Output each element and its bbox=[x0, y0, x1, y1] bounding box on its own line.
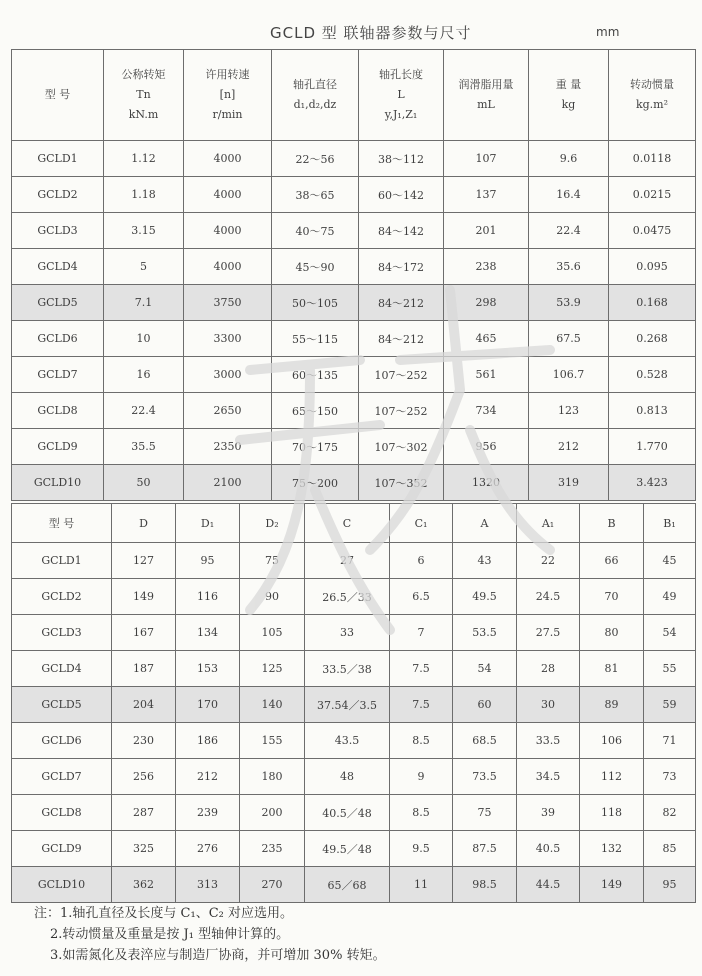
table1-cell: 734 bbox=[444, 393, 529, 429]
table2-cell: 40.5 bbox=[517, 831, 580, 867]
table2-cell: 73.5 bbox=[453, 759, 517, 795]
table1-cell: GCLD2 bbox=[12, 177, 104, 213]
table1-cell: GCLD5 bbox=[12, 285, 104, 321]
table2-cell: 43.5 bbox=[305, 723, 390, 759]
table2-cell: 362 bbox=[112, 867, 176, 903]
table2-cell: 49.5／48 bbox=[305, 831, 390, 867]
table1-cell: 1320 bbox=[444, 465, 529, 501]
table2-cell: 27 bbox=[305, 543, 390, 579]
table1-cell: 106.7 bbox=[529, 357, 609, 393]
table1-header-text: kN.m bbox=[128, 108, 159, 121]
table1-row bbox=[12, 321, 696, 357]
table1-cell: 22.4 bbox=[104, 393, 184, 429]
table2-cell: 170 bbox=[176, 687, 240, 723]
table2-cell: 6 bbox=[390, 543, 453, 579]
table2-cell: GCLD6 bbox=[12, 723, 112, 759]
table2-cell: 125 bbox=[240, 651, 305, 687]
note-3: 3.如需氮化及表淬应与制造厂协商，并可增加 30% 转矩。 bbox=[50, 948, 386, 963]
table2-cell: 48 bbox=[305, 759, 390, 795]
table1-cell: 55～115 bbox=[272, 321, 359, 357]
notes bbox=[34, 903, 386, 966]
table2-cell: 153 bbox=[176, 651, 240, 687]
table2-row bbox=[12, 543, 696, 579]
table1-cell: 3.15 bbox=[104, 213, 184, 249]
table1-cell: 9.6 bbox=[529, 141, 609, 177]
table1-cell: 561 bbox=[444, 357, 529, 393]
table2-cell: 33 bbox=[305, 615, 390, 651]
table2-cell: 54 bbox=[644, 615, 696, 651]
table1-cell: 319 bbox=[529, 465, 609, 501]
table1-cell: 3750 bbox=[184, 285, 272, 321]
table2-cell: 45 bbox=[644, 543, 696, 579]
table2-cell: GCLD5 bbox=[12, 687, 112, 723]
table2-cell: GCLD2 bbox=[12, 579, 112, 615]
table1-row bbox=[12, 429, 696, 465]
table1-cell: 40～75 bbox=[272, 213, 359, 249]
table2-cell: 49.5 bbox=[453, 579, 517, 615]
table1-cell: 107～252 bbox=[359, 393, 444, 429]
table2-cell: 44.5 bbox=[517, 867, 580, 903]
table2-cell: 49 bbox=[644, 579, 696, 615]
table2-row bbox=[12, 723, 696, 759]
table1-header-cell bbox=[529, 50, 609, 141]
table1-cell: 0.813 bbox=[609, 393, 696, 429]
table1-header-text: mL bbox=[477, 98, 495, 111]
table2-cell: 7.5 bbox=[390, 651, 453, 687]
table1-cell: 0.0118 bbox=[609, 141, 696, 177]
table2-cell: 149 bbox=[112, 579, 176, 615]
table2-header-cell: D₂ bbox=[240, 504, 305, 543]
table2-cell: 27.5 bbox=[517, 615, 580, 651]
table2-cell: 71 bbox=[644, 723, 696, 759]
table2-header-cell: D bbox=[112, 504, 176, 543]
table1-header-text: 轴孔长度 bbox=[379, 68, 423, 81]
table1-cell: 38～112 bbox=[359, 141, 444, 177]
table1-header-cell bbox=[444, 50, 529, 141]
table1-header-text: y,J₁,Z₁ bbox=[384, 108, 418, 121]
table2-cell: 235 bbox=[240, 831, 305, 867]
table1-cell: 0.0475 bbox=[609, 213, 696, 249]
table2-cell: 95 bbox=[644, 867, 696, 903]
table2-row bbox=[12, 867, 696, 903]
table1-cell: 0.168 bbox=[609, 285, 696, 321]
table2-cell: GCLD10 bbox=[12, 867, 112, 903]
table2-cell: 40.5／48 bbox=[305, 795, 390, 831]
table2-cell: 39 bbox=[517, 795, 580, 831]
table1-row bbox=[12, 285, 696, 321]
table1-cell: 10 bbox=[104, 321, 184, 357]
table1-cell: 50 bbox=[104, 465, 184, 501]
table1-cell: 298 bbox=[444, 285, 529, 321]
table2-cell: 167 bbox=[112, 615, 176, 651]
page-title: GCLD 型 联轴器参数与尺寸 bbox=[270, 24, 472, 42]
table1-row bbox=[12, 249, 696, 285]
table2-cell: 256 bbox=[112, 759, 176, 795]
table2-cell: 106 bbox=[580, 723, 644, 759]
table2-cell: 68.5 bbox=[453, 723, 517, 759]
table2-cell: GCLD4 bbox=[12, 651, 112, 687]
table1-cell: 65～150 bbox=[272, 393, 359, 429]
table2-cell: 90 bbox=[240, 579, 305, 615]
table1-cell: GCLD3 bbox=[12, 213, 104, 249]
title-row bbox=[0, 18, 702, 48]
table1-header-text: 重 量 bbox=[555, 78, 582, 91]
table2-cell: 33.5／38 bbox=[305, 651, 390, 687]
table2-cell: 22 bbox=[517, 543, 580, 579]
table2-cell: 70 bbox=[580, 579, 644, 615]
table1-header-text: d₁,d₂,dz bbox=[293, 98, 337, 111]
table1-cell: 16 bbox=[104, 357, 184, 393]
table2-cell: 87.5 bbox=[453, 831, 517, 867]
table1-cell: 4000 bbox=[184, 177, 272, 213]
table1-cell: 107 bbox=[444, 141, 529, 177]
table1-header-text: 公称转矩 bbox=[121, 68, 166, 81]
table1-cell: 0.528 bbox=[609, 357, 696, 393]
table2-cell: 149 bbox=[580, 867, 644, 903]
table1-cell: 107～252 bbox=[359, 357, 444, 393]
table2-cell: 230 bbox=[112, 723, 176, 759]
table1-cell: 84～142 bbox=[359, 213, 444, 249]
table1-cell: 60～135 bbox=[272, 357, 359, 393]
table1-cell: 2100 bbox=[184, 465, 272, 501]
table1-cell: 4000 bbox=[184, 141, 272, 177]
table2-cell: 60 bbox=[453, 687, 517, 723]
table1-cell: 201 bbox=[444, 213, 529, 249]
table1-header-text: [n] bbox=[219, 88, 236, 101]
table2-row bbox=[12, 795, 696, 831]
table2-cell: 132 bbox=[580, 831, 644, 867]
table2-row bbox=[12, 831, 696, 867]
table2-cell: 127 bbox=[112, 543, 176, 579]
table2-cell: 73 bbox=[644, 759, 696, 795]
table1-cell: GCLD1 bbox=[12, 141, 104, 177]
table2-cell: 11 bbox=[390, 867, 453, 903]
table2-cell: 9 bbox=[390, 759, 453, 795]
table1-cell: GCLD9 bbox=[12, 429, 104, 465]
table1-cell: 16.4 bbox=[529, 177, 609, 213]
table1-cell: GCLD7 bbox=[12, 357, 104, 393]
table2-cell: 239 bbox=[176, 795, 240, 831]
table2-cell: 80 bbox=[580, 615, 644, 651]
table1-cell: 3300 bbox=[184, 321, 272, 357]
table1-cell: 137 bbox=[444, 177, 529, 213]
unit-label: mm bbox=[596, 25, 620, 39]
note-2: 2.转动惯量及重量是按 J₁ 型轴伸计算的。 bbox=[50, 927, 290, 942]
table1-row bbox=[12, 357, 696, 393]
table1-cell: 70～175 bbox=[272, 429, 359, 465]
dimension-table bbox=[11, 503, 696, 903]
table1-header-cell bbox=[609, 50, 696, 141]
table1-cell: GCLD4 bbox=[12, 249, 104, 285]
table2-cell: 180 bbox=[240, 759, 305, 795]
table1-row bbox=[12, 393, 696, 429]
table2-cell: 187 bbox=[112, 651, 176, 687]
table1-cell: 1.18 bbox=[104, 177, 184, 213]
table1-cell: 35.6 bbox=[529, 249, 609, 285]
table2-cell: 75 bbox=[240, 543, 305, 579]
table1-cell: 67.5 bbox=[529, 321, 609, 357]
table1-cell: 0.095 bbox=[609, 249, 696, 285]
table2-cell: GCLD9 bbox=[12, 831, 112, 867]
table2-cell: 66 bbox=[580, 543, 644, 579]
note-1: 注：1.轴孔直径及长度与 C₁、C₂ 对应选用。 bbox=[34, 906, 293, 921]
table1-header-cell bbox=[12, 50, 104, 141]
parameter-table bbox=[11, 49, 696, 501]
table2-cell: 112 bbox=[580, 759, 644, 795]
table1-cell: 465 bbox=[444, 321, 529, 357]
table1-cell: 53.9 bbox=[529, 285, 609, 321]
table1-cell: 35.5 bbox=[104, 429, 184, 465]
table1-cell: 0.0215 bbox=[609, 177, 696, 213]
table2-cell: 43 bbox=[453, 543, 517, 579]
table2-row bbox=[12, 615, 696, 651]
table2-header-cell: A bbox=[453, 504, 517, 543]
table1-cell: 60～142 bbox=[359, 177, 444, 213]
table2-cell: 8.5 bbox=[390, 723, 453, 759]
table1-cell: 0.268 bbox=[609, 321, 696, 357]
table1-header-text: 转动惯量 bbox=[630, 78, 674, 91]
table1-cell: 3.423 bbox=[609, 465, 696, 501]
table1-cell: 38～65 bbox=[272, 177, 359, 213]
table2-cell: 186 bbox=[176, 723, 240, 759]
table2-header-cell: A₁ bbox=[517, 504, 580, 543]
table2-cell: 33.5 bbox=[517, 723, 580, 759]
table2-cell: 98.5 bbox=[453, 867, 517, 903]
table2-cell: 118 bbox=[580, 795, 644, 831]
table1-cell: 75～200 bbox=[272, 465, 359, 501]
table2-row bbox=[12, 579, 696, 615]
table2-cell: GCLD7 bbox=[12, 759, 112, 795]
table2-row bbox=[12, 651, 696, 687]
table2-header-row bbox=[12, 504, 696, 543]
table2-cell: 325 bbox=[112, 831, 176, 867]
table1-header-cell bbox=[359, 50, 444, 141]
table2-cell: 65／68 bbox=[305, 867, 390, 903]
table2-header-cell: B bbox=[580, 504, 644, 543]
table1-header-text: L bbox=[397, 88, 405, 101]
table1-cell: 22.4 bbox=[529, 213, 609, 249]
table1-cell: 84～172 bbox=[359, 249, 444, 285]
table1-cell: GCLD6 bbox=[12, 321, 104, 357]
table1-header-text: kg bbox=[561, 98, 576, 111]
table2-cell: 6.5 bbox=[390, 579, 453, 615]
table2-cell: 116 bbox=[176, 579, 240, 615]
table1-cell: 956 bbox=[444, 429, 529, 465]
table1-header-row bbox=[12, 50, 696, 141]
table2-cell: 105 bbox=[240, 615, 305, 651]
table1-header-text: Tn bbox=[136, 88, 151, 101]
table1-cell: 4000 bbox=[184, 213, 272, 249]
table2-header-cell: C₁ bbox=[390, 504, 453, 543]
table2-cell: 28 bbox=[517, 651, 580, 687]
table2-cell: 54 bbox=[453, 651, 517, 687]
table1-cell: 1.770 bbox=[609, 429, 696, 465]
table2-cell: 89 bbox=[580, 687, 644, 723]
table1-header-text: 型 号 bbox=[44, 88, 71, 101]
table1-cell: 212 bbox=[529, 429, 609, 465]
table1-cell: 123 bbox=[529, 393, 609, 429]
table1-cell: 50～105 bbox=[272, 285, 359, 321]
table2-cell: 95 bbox=[176, 543, 240, 579]
table1-header-cell bbox=[184, 50, 272, 141]
table2-cell: 34.5 bbox=[517, 759, 580, 795]
table1-cell: 2650 bbox=[184, 393, 272, 429]
table1-cell: 22～56 bbox=[272, 141, 359, 177]
table2-cell: 24.5 bbox=[517, 579, 580, 615]
table2-cell: 270 bbox=[240, 867, 305, 903]
table2-cell: 26.5／33 bbox=[305, 579, 390, 615]
table2-header-cell: 型 号 bbox=[12, 504, 112, 543]
table1-header-text: 轴孔直径 bbox=[293, 78, 337, 91]
table1-cell: 4000 bbox=[184, 249, 272, 285]
table1-cell: GCLD8 bbox=[12, 393, 104, 429]
table1-header-text: kg.m² bbox=[635, 98, 669, 111]
table1-cell: 5 bbox=[104, 249, 184, 285]
table2-header-cell: D₁ bbox=[176, 504, 240, 543]
table1-cell: 107～302 bbox=[359, 429, 444, 465]
table2-cell: 212 bbox=[176, 759, 240, 795]
table1-cell: 3000 bbox=[184, 357, 272, 393]
table2-cell: 53.5 bbox=[453, 615, 517, 651]
table2-header-cell: C bbox=[305, 504, 390, 543]
table2-cell: 8.5 bbox=[390, 795, 453, 831]
table2-cell: 9.5 bbox=[390, 831, 453, 867]
table1-header-text: r/min bbox=[212, 108, 243, 121]
table2-cell: 85 bbox=[644, 831, 696, 867]
table2-cell: 287 bbox=[112, 795, 176, 831]
table1-row bbox=[12, 465, 696, 501]
table2-cell: 204 bbox=[112, 687, 176, 723]
table2-cell: 75 bbox=[453, 795, 517, 831]
table2-cell: 140 bbox=[240, 687, 305, 723]
table1-row bbox=[12, 141, 696, 177]
table2-cell: 313 bbox=[176, 867, 240, 903]
table1-row bbox=[12, 213, 696, 249]
table2-cell: 7.5 bbox=[390, 687, 453, 723]
table2-cell: 55 bbox=[644, 651, 696, 687]
table2-cell: 7 bbox=[390, 615, 453, 651]
table2-cell: 155 bbox=[240, 723, 305, 759]
table2-cell: 200 bbox=[240, 795, 305, 831]
table1-row bbox=[12, 177, 696, 213]
table2-cell: GCLD8 bbox=[12, 795, 112, 831]
table2-header-cell: B₁ bbox=[644, 504, 696, 543]
table2-cell: 134 bbox=[176, 615, 240, 651]
table1-cell: 238 bbox=[444, 249, 529, 285]
table2-cell: 37.54／3.5 bbox=[305, 687, 390, 723]
table2-cell: 30 bbox=[517, 687, 580, 723]
table1-cell: 107～352 bbox=[359, 465, 444, 501]
table2-cell: 59 bbox=[644, 687, 696, 723]
table2-cell: 81 bbox=[580, 651, 644, 687]
table2-cell: 276 bbox=[176, 831, 240, 867]
table1-cell: 84～212 bbox=[359, 285, 444, 321]
table1-header-cell bbox=[104, 50, 184, 141]
table2-cell: GCLD3 bbox=[12, 615, 112, 651]
table2-row bbox=[12, 687, 696, 723]
table1-cell: 2350 bbox=[184, 429, 272, 465]
table2-row bbox=[12, 759, 696, 795]
table2-cell: 82 bbox=[644, 795, 696, 831]
table1-header-text: 许用转速 bbox=[205, 68, 250, 81]
table1-cell: 1.12 bbox=[104, 141, 184, 177]
table1-cell: GCLD10 bbox=[12, 465, 104, 501]
table1-header-text: 润滑脂用量 bbox=[458, 78, 514, 91]
table1-header-cell bbox=[272, 50, 359, 141]
table2-cell: GCLD1 bbox=[12, 543, 112, 579]
table1-cell: 45～90 bbox=[272, 249, 359, 285]
table1-cell: 84～212 bbox=[359, 321, 444, 357]
table1-cell: 7.1 bbox=[104, 285, 184, 321]
